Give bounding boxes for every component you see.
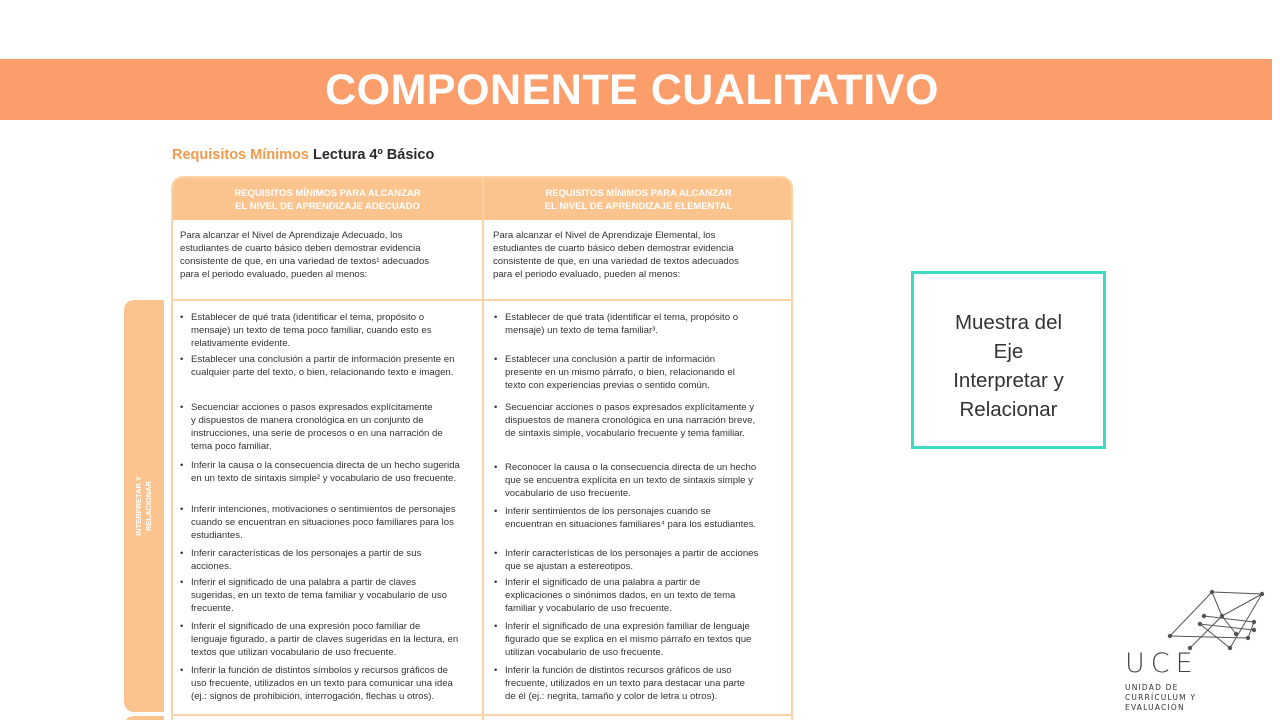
bullet-line: texto con experiencias previas o sentido común. bbox=[505, 379, 710, 391]
axis-sample-note bbox=[911, 271, 1106, 449]
bullet-line: • Establecer una conclusión a partir de información bbox=[505, 354, 716, 365]
list-item bbox=[177, 460, 467, 486]
intro-line: Para alcanzar el Nivel de Aprendizaje Elemental, los bbox=[493, 230, 716, 241]
bullet-line: lenguaje figurado, a partir de claves sugeridas en la lectura, en bbox=[191, 633, 459, 645]
bullet-line: frecuente, utilizados en un texto para destacar una parte bbox=[505, 677, 745, 689]
bullet-line: frecuente. bbox=[191, 602, 234, 614]
list-item bbox=[177, 621, 467, 660]
column-header-line1: REQUISITOS MÍNIMOS PARA ALCANZAR bbox=[234, 188, 421, 199]
bullet-line: uso frecuente, utilizados en un texto para comunicar una idea bbox=[191, 677, 453, 689]
bullet-line: instrucciones, una serie de procesos o en una narración de bbox=[191, 427, 443, 439]
requirements-table bbox=[171, 176, 793, 720]
intro-line: estudiantes de cuarto básico deben demostrar evidencia bbox=[493, 242, 734, 254]
bullet-line: • Inferir la función de distintos recursos gráficos de uso bbox=[505, 665, 732, 676]
intro-elemental bbox=[493, 230, 783, 282]
list-item bbox=[177, 312, 467, 351]
bullet-line: familiar y vocabulario de uso frecuente. bbox=[505, 602, 672, 614]
list-item bbox=[491, 462, 781, 501]
bullet-line: (ej.: signos de prohibición, interrogación, flechas u otros). bbox=[191, 690, 435, 702]
bullet-line: explicaciones o sinónimos dados, en un texto de tema bbox=[505, 589, 736, 601]
bullet-line: y dispuestos de manera cronológica en un conjunto de bbox=[191, 414, 424, 426]
logo-sub-line: UNIDAD DE bbox=[1125, 683, 1179, 692]
axis-side-tab bbox=[124, 300, 164, 712]
logo-subtitle bbox=[1125, 683, 1196, 713]
bullet-line: de él (ej.: negrita, tamaño y color de letra u otros). bbox=[505, 690, 718, 702]
note-line: Interpretar y bbox=[953, 369, 1064, 392]
list-item bbox=[491, 621, 781, 660]
axis-label-line2: RELACIONAR bbox=[144, 481, 153, 531]
document-title-part1: Requisitos Mínimos bbox=[172, 147, 309, 163]
bullet-line: que se encuentra explícita en un texto de sintaxis simple y bbox=[505, 474, 753, 486]
bullet-line: dispuestos de manera cronológica en una narración breve, bbox=[505, 414, 756, 426]
note-line: Muestra del bbox=[954, 311, 1063, 334]
bullet-line: • Reconocer la causa o la consecuencia directa de un hecho bbox=[505, 462, 757, 473]
bullet-line: vocabulario de uso frecuente. bbox=[505, 487, 631, 499]
document-title bbox=[172, 147, 434, 163]
uce-logo bbox=[1120, 586, 1280, 720]
list-item bbox=[177, 354, 467, 380]
column-header-line2: EL NIVEL DE APRENDIZAJE ADECUADO bbox=[235, 201, 420, 212]
list-item bbox=[491, 577, 781, 616]
bullet-line: • Inferir el significado de una expresión familiar de lenguaje bbox=[505, 621, 750, 632]
intro-adecuado bbox=[180, 230, 470, 282]
bullet-line: • Establecer de qué trata (identificar el tema, propósito o bbox=[191, 312, 425, 323]
intro-line: para el periodo evaluado, pueden al menos: bbox=[180, 268, 368, 280]
note-line: Relacionar bbox=[959, 398, 1058, 421]
document-title-part2: Lectura 4º Básico bbox=[313, 147, 435, 163]
bullet-line: utilizan vocabulario de uso frecuente. bbox=[505, 646, 664, 658]
bullet-line: sugeridas, en un texto de tema familiar y vocabulario de uso bbox=[191, 589, 447, 601]
bullet-line: mensaje) un texto de tema familiar³. bbox=[505, 324, 659, 336]
section-divider bbox=[173, 714, 791, 716]
bullet-line: estudiantes. bbox=[191, 529, 243, 541]
list-item bbox=[491, 402, 781, 441]
list-item bbox=[491, 354, 781, 393]
list-item bbox=[177, 548, 467, 574]
axis-label-line1: INTERPRETAR Y bbox=[134, 476, 143, 536]
list-item bbox=[491, 665, 781, 704]
list-item bbox=[491, 548, 781, 574]
intro-line: estudiantes de cuarto básico deben demostrar evidencia bbox=[180, 242, 421, 254]
bullet-line: textos que utilizan vocabulario de uso frecuente. bbox=[191, 646, 397, 658]
bullet-line: cuando se encuentran en situaciones poco familiares para los bbox=[191, 516, 454, 528]
bullet-line: • Inferir características de los personajes a partir de acciones bbox=[505, 548, 759, 559]
bullet-line: • Establecer de qué trata (identificar el tema, propósito o bbox=[505, 312, 739, 323]
intro-line: Para alcanzar el Nivel de Aprendizaje Adecuado, los bbox=[180, 230, 403, 241]
bullet-line: encuentran en situaciones familiares⁴ para los estudiantes. bbox=[505, 518, 757, 530]
bullet-line: cualquier parte del texto, o bien, relacionando texto e imagen. bbox=[191, 366, 454, 378]
logo-word: UCE bbox=[1125, 648, 1199, 679]
column-header-line1: REQUISITOS MÍNIMOS PARA ALCANZAR bbox=[545, 188, 732, 199]
list-item bbox=[177, 665, 467, 704]
note-text bbox=[914, 308, 1103, 424]
bullet-line: mensaje) un texto de tema poco familiar, cuando esto es bbox=[191, 324, 432, 336]
bullet-line: figurado que se explica en el mismo párrafo en textos que bbox=[505, 633, 752, 645]
list-item bbox=[177, 577, 467, 616]
logo-sub-line: EVALUACIÓN bbox=[1125, 703, 1185, 712]
bullet-line: • Inferir intenciones, motivaciones o sentimientos de personajes bbox=[191, 504, 456, 515]
bullet-line: de sintaxis simple, vocabulario frecuente y tema familiar. bbox=[505, 427, 745, 439]
note-line: Eje bbox=[993, 340, 1024, 363]
list-item bbox=[491, 312, 781, 338]
bullet-line: • Secuenciar acciones o pasos expresados explícitamente bbox=[191, 402, 433, 413]
bullet-line: • Secuenciar acciones o pasos expresados explícitamente y bbox=[505, 402, 755, 413]
list-item bbox=[177, 504, 467, 543]
intro-line: consistente de que, en una variedad de textos adecuados bbox=[493, 255, 739, 267]
bullet-line: • Inferir la causa o la consecuencia directa de un hecho sugerida bbox=[191, 460, 460, 471]
bullet-line: • Inferir el significado de una palabra a partir de bbox=[505, 577, 701, 588]
intro-line: para el periodo evaluado, pueden al menos: bbox=[493, 268, 681, 280]
list-item bbox=[177, 402, 467, 454]
bullet-line: en un texto de sintaxis simple² y vocabulario de uso frecuente. bbox=[191, 472, 457, 484]
column-divider bbox=[482, 178, 484, 720]
bullet-line: • Establecer una conclusión a partir de información presente en bbox=[191, 354, 455, 365]
list-item bbox=[491, 506, 781, 532]
title-banner bbox=[0, 59, 1272, 120]
bullet-line: que se ajustan a estereotipos. bbox=[505, 560, 634, 572]
intro-line: consistente de que, en una variedad de textos¹ adecuados bbox=[180, 255, 430, 267]
column-header-line2: EL NIVEL DE APRENDIZAJE ELEMENTAL bbox=[544, 201, 733, 212]
axis-label bbox=[134, 406, 154, 606]
bullet-line: presente en un mismo párrafo, o bien, relacionando el bbox=[505, 366, 735, 378]
logo-sub-line: CURRÍCULUM Y bbox=[1125, 693, 1197, 702]
bullet-line: • Inferir características de los personajes a partir de sus bbox=[191, 548, 422, 559]
intro-divider bbox=[173, 299, 791, 301]
column-header-adecuado bbox=[173, 178, 482, 220]
next-axis-side-tab bbox=[124, 716, 164, 720]
bullet-line: acciones. bbox=[191, 560, 232, 572]
bullet-line: • Inferir sentimientos de los personajes cuando se bbox=[505, 506, 711, 517]
bullet-line: • Inferir la función de distintos símbolos y recursos gráficos de bbox=[191, 665, 449, 676]
column-header-elemental bbox=[484, 178, 793, 220]
slide-title: COMPONENTE CUALITATIVO bbox=[325, 66, 939, 114]
bullet-line: • Inferir el significado de una palabra a partir de claves bbox=[191, 577, 417, 588]
bullet-line: tema poco familiar. bbox=[191, 440, 272, 452]
bullet-line: • Inferir el significado de una expresión poco familiar de bbox=[191, 621, 421, 632]
bullet-line: relativamente evidente. bbox=[191, 337, 291, 349]
